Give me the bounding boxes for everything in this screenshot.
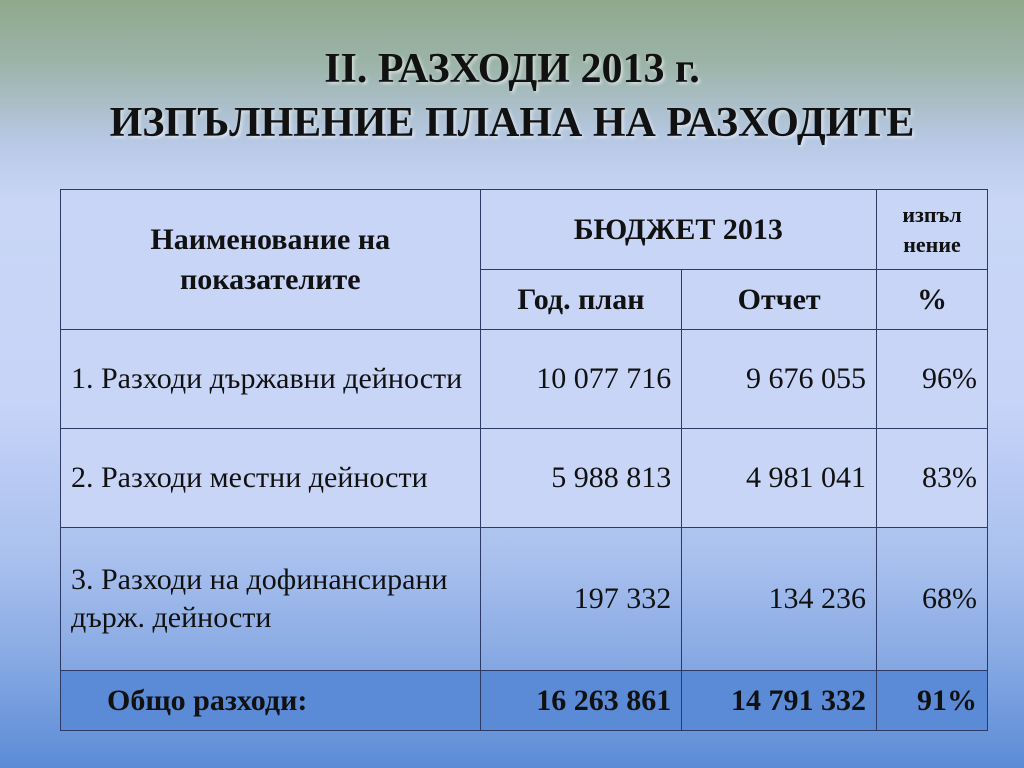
row-report: 134 236 bbox=[682, 528, 877, 671]
total-plan: 16 263 861 bbox=[480, 671, 682, 731]
row-report: 9 676 055 bbox=[682, 330, 877, 429]
row-percent: 68% bbox=[877, 528, 988, 671]
header-indicators: Наименование на показателите bbox=[61, 190, 481, 330]
row-name: 2. Разходи местни дейности bbox=[61, 429, 481, 528]
total-name: Общо разходи: bbox=[61, 671, 481, 731]
row-name: 3. Разходи на дофинансирани държ. дейности bbox=[61, 528, 481, 671]
row-report: 4 981 041 bbox=[682, 429, 877, 528]
slide-title bbox=[0, 42, 1024, 150]
header-execution-line1: изпъл bbox=[902, 201, 962, 227]
total-percent: 91% bbox=[877, 671, 988, 731]
header-report: Отчет bbox=[682, 270, 877, 330]
table-row bbox=[61, 330, 988, 429]
table-row bbox=[61, 528, 988, 671]
header-execution-line2: нение bbox=[903, 231, 961, 257]
header-percent: % bbox=[877, 270, 988, 330]
total-row bbox=[61, 671, 988, 731]
row-plan: 5 988 813 bbox=[480, 429, 682, 528]
slide-title-line1: II. РАЗХОДИ 2013 г. bbox=[324, 46, 700, 92]
table-row bbox=[61, 429, 988, 528]
total-report: 14 791 332 bbox=[682, 671, 877, 731]
header-budget: БЮДЖЕТ 2013 bbox=[480, 190, 877, 270]
slide-title-line2: ИЗПЪЛНЕНИЕ ПЛАНА НА РАЗХОДИТЕ bbox=[109, 100, 915, 146]
header-annual-plan: Год. план bbox=[480, 270, 682, 330]
expenses-table bbox=[60, 189, 988, 731]
header-execution bbox=[877, 190, 988, 270]
row-name: 1. Разходи държавни дейности bbox=[61, 330, 481, 429]
row-percent: 83% bbox=[877, 429, 988, 528]
row-plan: 10 077 716 bbox=[480, 330, 682, 429]
row-plan: 197 332 bbox=[480, 528, 682, 671]
row-percent: 96% bbox=[877, 330, 988, 429]
